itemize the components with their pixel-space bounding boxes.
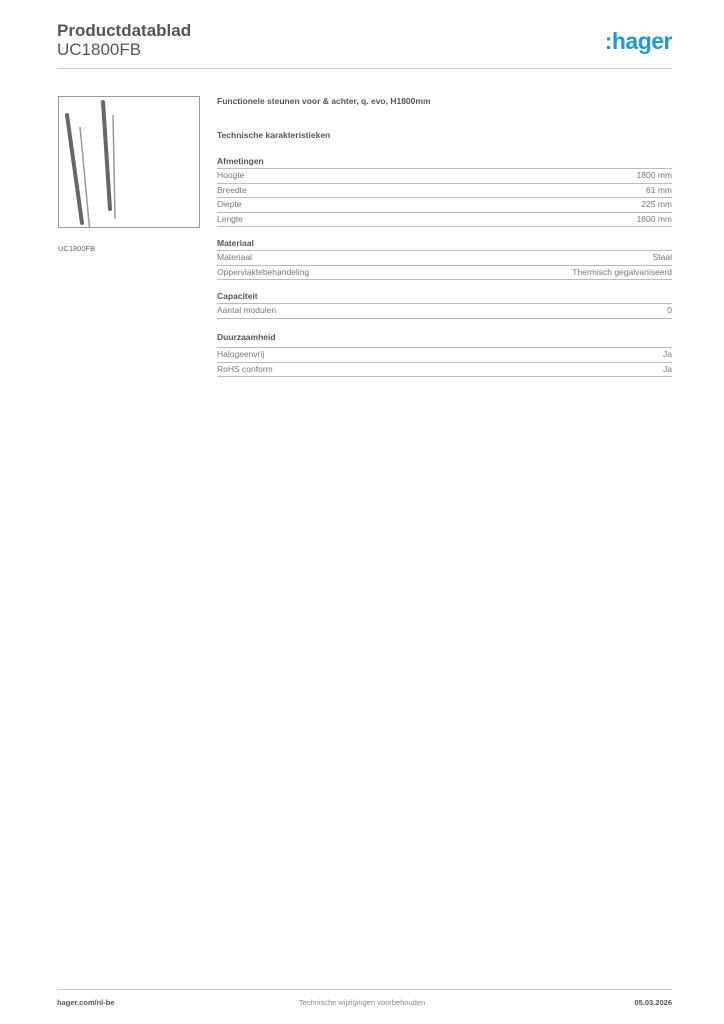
footer-website[interactable]: hager.com/nl-be (57, 998, 115, 1007)
row-value: Staal (652, 252, 672, 262)
row-label: Oppervlaktebehandeling (217, 266, 310, 277)
tech-heading: Technische karakteristieken (217, 130, 331, 140)
row-value: 1800 mm (636, 170, 672, 180)
row-value: 225 mm (641, 199, 672, 209)
table-row (217, 169, 672, 184)
table-row (217, 348, 672, 363)
row-value: Thermisch gegalvaniseerd (572, 266, 672, 277)
table-row (217, 184, 672, 199)
footer-disclaimer: Technische wijzigingen voorbehouden (298, 998, 426, 1007)
row-value: Ja (663, 349, 672, 359)
row-label: Lengte (217, 213, 243, 224)
row-value: Ja (663, 363, 672, 374)
section-duurzaamheid (217, 332, 672, 377)
table-row (217, 251, 672, 266)
footer-divider (57, 989, 672, 990)
row-label: Hoogte (217, 170, 245, 180)
header-divider (57, 68, 672, 69)
product-description: Functionele steunen voor & achter, q. evo, H1800mm (217, 96, 431, 106)
image-caption: UC1800FB (58, 244, 96, 253)
product-code: UC1800FB (57, 40, 142, 59)
row-label: Breedte (217, 184, 247, 195)
row-value: 0 (667, 305, 672, 315)
footer-date: 05.03.2026 (634, 998, 672, 1007)
product-rails-illustration (59, 97, 199, 227)
table-row (217, 213, 672, 228)
section-title: Duurzaamheid (217, 332, 672, 348)
row-label: Halogeenvrij (217, 349, 265, 359)
section-title: Capaciteit (217, 291, 672, 304)
section-materiaal (217, 238, 672, 280)
row-label: Diepte (217, 199, 242, 209)
row-label: RoHS conform (217, 363, 273, 374)
section-title: Afmetingen (217, 156, 672, 169)
table-row (217, 198, 672, 213)
row-label: Materiaal (217, 252, 252, 262)
table-row (217, 363, 672, 378)
row-value: 61 mm (646, 184, 672, 195)
table-row (217, 266, 672, 281)
table-row (217, 304, 672, 319)
section-afmetingen (217, 156, 672, 227)
page-title: Productdatablad (57, 21, 192, 40)
row-value: 1800 mm (636, 213, 672, 224)
hager-logo: :hager (604, 28, 672, 54)
row-label: Aantal modulen (217, 305, 277, 315)
section-title: Materiaal (217, 238, 672, 251)
section-capaciteit (217, 291, 672, 319)
product-image (58, 96, 200, 228)
